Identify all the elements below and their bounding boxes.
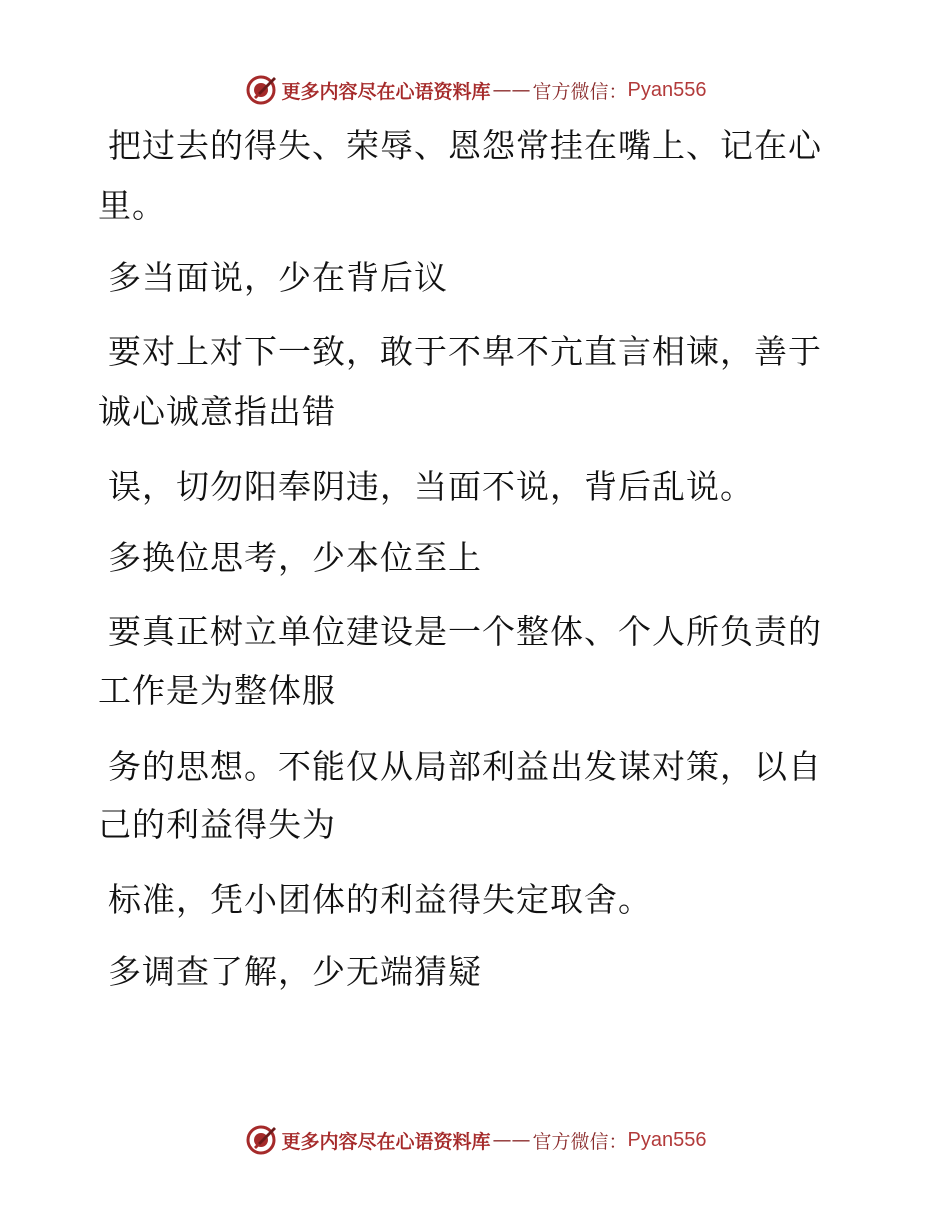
body-line-10: 务的思想。不能仅从局部利益出发谋对策，以自 bbox=[108, 747, 822, 786]
footer-dash: —— bbox=[492, 1129, 531, 1151]
header-wechat-id: Pyan556 bbox=[627, 78, 707, 101]
footer-banner bbox=[0, 1120, 950, 1160]
footer-site-text: 更多内容尽在心语资料库 bbox=[281, 1130, 491, 1153]
body-line-2: 里。 bbox=[98, 186, 166, 225]
header-site-text: 更多内容尽在心语资料库 bbox=[281, 80, 491, 103]
quill-seal-icon bbox=[244, 1123, 278, 1157]
body-line-6: 误，切勿阳奉阴违，当面不说，背后乱说。 bbox=[108, 467, 754, 506]
footer-wechat-id: Pyan556 bbox=[627, 1128, 707, 1151]
body-line-11: 己的利益得失为 bbox=[98, 805, 336, 844]
body-line-9: 工作是为整体服 bbox=[98, 671, 336, 710]
header-dash: —— bbox=[492, 79, 531, 101]
body-line-7: 多换位思考，少本位至上 bbox=[108, 538, 482, 577]
quill-seal-icon bbox=[244, 73, 278, 107]
header-wechat-label: 官方微信： bbox=[532, 80, 628, 103]
body-line-4: 要对上对下一致，敢于不卑不亢直言相谏，善于 bbox=[108, 332, 822, 371]
body-line-5: 诚心诚意指出错 bbox=[98, 392, 336, 431]
footer-wechat-label: 官方微信： bbox=[532, 1130, 628, 1153]
header-banner bbox=[0, 70, 950, 110]
body-line-12: 标准，凭小团体的利益得失定取舍。 bbox=[108, 880, 652, 919]
body-line-1: 把过去的得失、荣辱、恩怨常挂在嘴上、记在心 bbox=[108, 126, 822, 165]
body-line-8: 要真正树立单位建设是一个整体、个人所负责的 bbox=[108, 612, 822, 651]
body-line-3: 多当面说，少在背后议 bbox=[108, 258, 448, 297]
body-line-13: 多调查了解，少无端猜疑 bbox=[108, 952, 482, 991]
